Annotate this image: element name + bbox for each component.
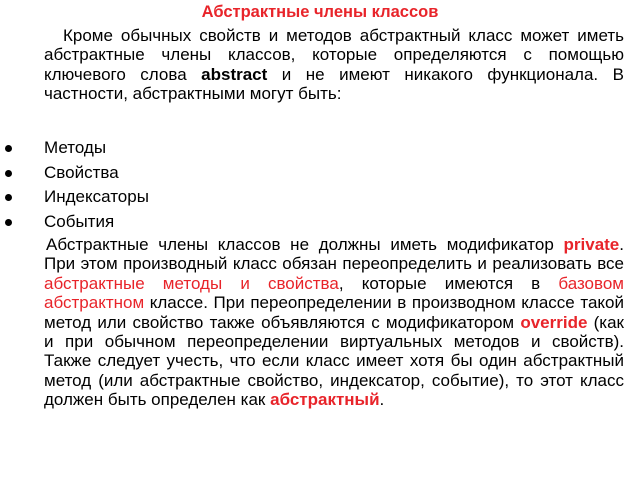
abstract-members-list bbox=[0, 136, 149, 234]
list-item-label: Индексаторы bbox=[44, 187, 149, 206]
intro-text-after: и не имеют никакого функционала. В частности, абстрактными могут быть: bbox=[44, 64, 624, 104]
details-text-6: . bbox=[379, 390, 385, 410]
list-item-indexers bbox=[0, 185, 149, 210]
bullet-icon bbox=[5, 219, 12, 226]
details-text-3: , которые имеются в bbox=[338, 273, 559, 293]
abstract-ru-keyword: абстрактный bbox=[270, 390, 380, 410]
list-item-methods bbox=[0, 136, 149, 161]
intro-paragraph bbox=[44, 26, 624, 104]
details-paragraph bbox=[44, 235, 624, 410]
details-text-1: Абстрактные члены классов не должны иметь модификатор bbox=[46, 235, 564, 254]
details-text-4: классе. При переопределении в производном классе такой метод или свойство также объявляются с модификатором bbox=[44, 293, 624, 332]
highlight-base-abstract: базовом абстрактном bbox=[44, 273, 624, 313]
list-item-properties bbox=[0, 161, 149, 186]
private-keyword: private bbox=[563, 235, 620, 254]
bullet-icon bbox=[5, 145, 12, 152]
list-item-label: Свойства bbox=[44, 162, 119, 182]
list-item-label: События bbox=[44, 211, 115, 231]
intro-text-before: Кроме обычных свойств и методов абстрактный класс может иметь абстрактные члены классов, которые определяются с помощью ключевого слова bbox=[44, 26, 624, 84]
override-keyword: override bbox=[520, 312, 588, 332]
list-item-events bbox=[0, 210, 149, 235]
details-text-5: (как и при обычном переопределении виртуальных методов и свойств). Также следует учесть, что если класс имеет хотя бы один абстрактный метод (или абстрактные свойство, индексатор, событие), то этот класс должен быть определен как bbox=[44, 312, 624, 410]
details-text-2: . При этом производный класс обязан переопределить и реализовать все bbox=[44, 235, 624, 274]
list-item-label: Методы bbox=[44, 138, 107, 157]
slide-title: Абстрактные члены классов bbox=[201, 3, 439, 21]
bullet-icon bbox=[5, 194, 12, 201]
abstract-keyword: abstract bbox=[201, 64, 268, 84]
highlight-abstract-methods-properties: абстрактные методы и свойства bbox=[44, 273, 339, 293]
bullet-icon bbox=[5, 170, 12, 177]
